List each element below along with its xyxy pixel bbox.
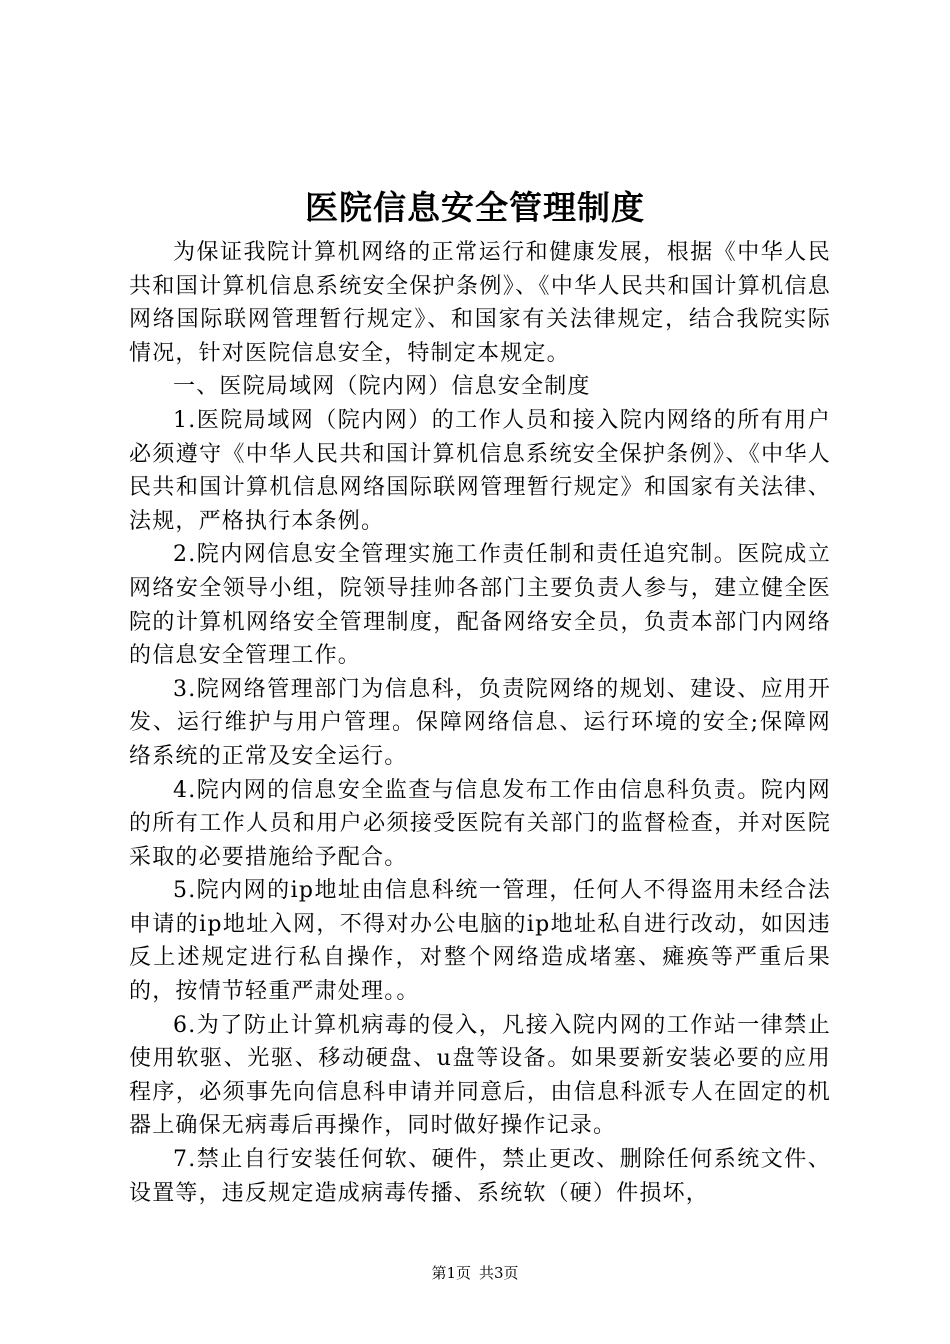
paragraph-item-2: 2.院内网信息安全管理实施工作责任制和责任追究制。医院成立网络安全领导小组，院领导挂帅各部门主要负责人参与，建立健全医院的计算机网络安全管理制度，配备网络安全员，负责本部门内网络的信息安全管理工作。: [129, 542, 831, 669]
paragraph-item-7: 7.禁止自行安装任何软、硬件，禁止更改、删除任何系统文件、设置等，违反规定造成病毒传播、系统软（硬）件损坏，: [129, 1147, 831, 1206]
document-title: 医院信息安全管理制度: [305, 188, 645, 227]
paragraph-item-6: 6.为了防止计算机病毒的侵入，凡接入院内网的工作站一律禁止使用软驱、光驱、移动硬盘、u盘等设备。如果要新安装必要的应用程序，必须事先向信息科申请并同意后，由信息科派专人在固定的机器上确保无病毒后再操作，同时做好操作记录。: [129, 1012, 831, 1139]
paragraph-item-3: 3.院网络管理部门为信息科，负责院网络的规划、建设、应用开发、运行维护与用户管理。保障网络信息、运行环境的安全;保障网络系统的正常及安全运行。: [129, 676, 831, 769]
page-number: 第1页: [431, 1264, 471, 1282]
page-footer: [0, 1263, 950, 1283]
paragraph-item-5: 5.院内网的ip地址由信息科统一管理，任何人不得盗用未经合法申请的ip地址入网，不得对办公电脑的ip地址私自进行改动，如因违反上述规定进行私自操作，对整个网络造成堵塞、瘫痪等严重后果的，按情节轻重严肃处理。。: [129, 878, 831, 1005]
paragraph-item-4: 4.院内网的信息安全监查与信息发布工作由信息科负责。院内网的所有工作人员和用户必须接受医院有关部门的监督检查，并对医院采取的必要措施给予配合。: [129, 777, 831, 870]
section-heading: 一、医院局域网（院内网）信息安全制度: [173, 374, 591, 400]
paragraph-item-1: 1.医院局域网（院内网）的工作人员和接入院内网络的所有用户必须遵守《中华人民共和国计算机信息系统安全保护条例》、《中华人民共和国计算机信息网络国际联网管理暂行规定》和国家有关法律、法规，严格执行本条例。: [129, 407, 831, 534]
page-total: 共3页: [479, 1264, 519, 1282]
paragraph-intro: 为保证我院计算机网络的正常运行和健康发展，根据《中华人民共和国计算机信息系统安全保护条例》、《中华人民共和国计算机信息网络国际联网管理暂行规定》、和国家有关法律规定，结合我院实际情况，针对医院信息安全，特制定本规定。: [129, 240, 831, 366]
document-body: [129, 236, 831, 1210]
